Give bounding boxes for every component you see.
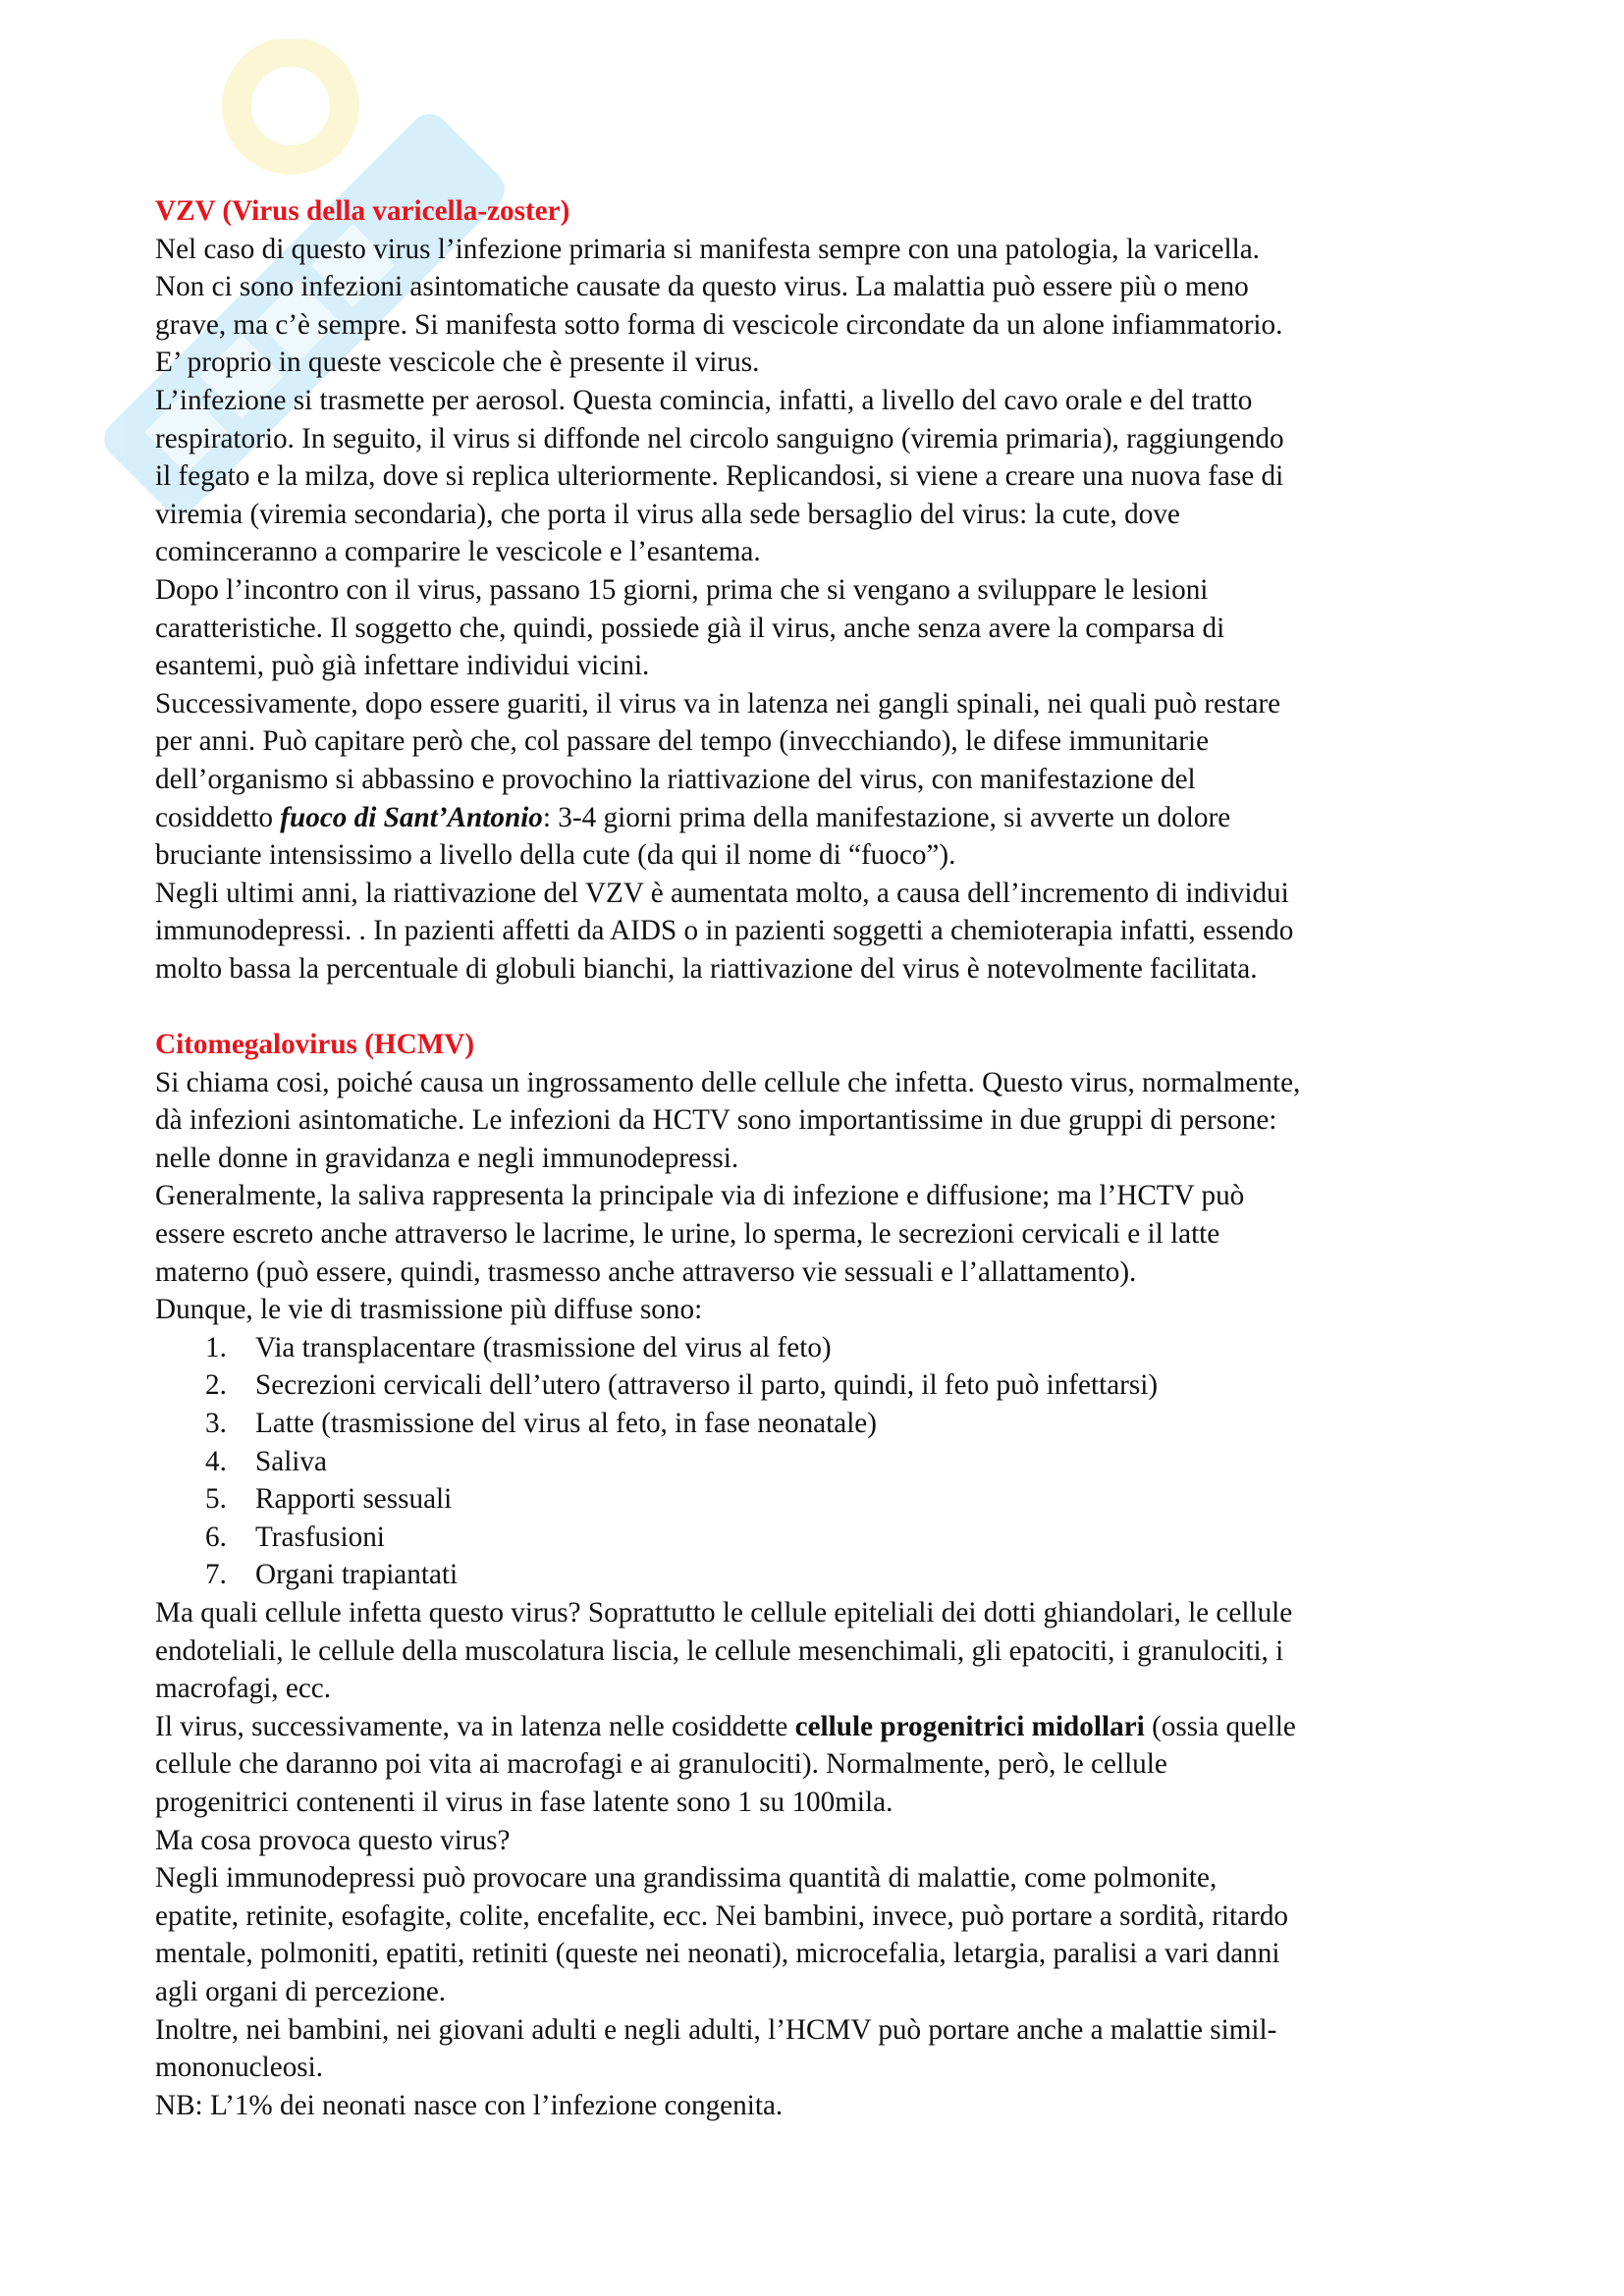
text-line: grave, ma c’è sempre. Si manifesta sotto forma di vescicole circondate da un alone infiammatorio. <box>155 308 1283 341</box>
list-text: Secrezioni cervicali dell’utero (attraverso il parto, quindi, il feto può infettarsi) <box>255 1369 1159 1402</box>
text-line: dà infezioni asintomatiche. Le infezioni da HCTV sono importantissime in due gruppi di persone: <box>155 1104 1277 1137</box>
list-text: Organi trapiantati <box>255 1559 459 1591</box>
text-fragment: Il virus, successivamente, va in latenza nelle cosiddette <box>155 1710 795 1742</box>
list-item <box>155 1519 1490 1557</box>
list-text: Rapporti sessuali <box>255 1483 453 1516</box>
list-number: 4. <box>205 1445 227 1477</box>
text-line: Si chiama cosi, poiché causa un ingrossamento delle cellule che infetta. Questo virus, normalmente, <box>155 1066 1301 1098</box>
hcmv-paragraph-8 <box>155 2011 1490 2087</box>
text-line: dell’organismo si abbassino e provochino la riattivazione del virus, con manifestazione del <box>155 763 1196 795</box>
text-line: Non ci sono infezioni asintomatiche causate da questo virus. La malattia può essere più o meno <box>155 271 1249 303</box>
bold-term: cellule progenitrici midollari <box>794 1710 1145 1742</box>
list-item <box>155 1329 1490 1367</box>
text-line: mentale, polmoniti, epatiti, retiniti (queste nei neonati), microcefalia, letargia, paralisi a vari danni <box>155 1938 1280 1970</box>
text-line: nelle donne in gravidanza e negli immunodepressi. <box>155 1142 739 1174</box>
list-number: 2. <box>205 1369 227 1402</box>
text-line: Negli ultimi anni, la riattivazione del VZV è aumentata molto, a causa dell’incremento di individui <box>155 877 1289 909</box>
text-line: mononucleosi. <box>155 2052 324 2084</box>
text-fragment: (ossia quelle <box>1144 1710 1296 1742</box>
list-item <box>155 1405 1490 1443</box>
document-page <box>155 192 1490 2124</box>
text-line: Ma quali cellule infetta questo virus? Soprattutto le cellule epiteliali dei dotti ghiandolari, le cellule <box>155 1596 1293 1629</box>
vzv-paragraph-5 <box>155 875 1490 988</box>
list-item <box>155 1443 1490 1481</box>
text-line: Inoltre, nei bambini, nei giovani adulti e negli adulti, l’HCMV può portare anche a malattie simil- <box>155 2013 1277 2046</box>
text-line: Successivamente, dopo essere guariti, il virus va in latenza nei gangli spinali, nei quali può restare <box>155 687 1281 720</box>
text-line: progenitrici contenenti il virus in fase latente sono 1 su 100mila. <box>155 1786 893 1818</box>
vzv-title: VZV (Virus della varicella-zoster) <box>155 195 570 227</box>
list-text: Trasfusioni <box>255 1521 385 1553</box>
hcmv-paragraph-3: Dunque, le vie di trasmissione più diffuse sono: <box>155 1294 703 1326</box>
text-line: Nel caso di questo virus l’infezione primaria si manifesta sempre con una patologia, la varicella. <box>155 233 1260 265</box>
list-number: 1. <box>205 1331 227 1363</box>
list-number: 3. <box>205 1408 227 1439</box>
text-line: Dopo l’incontro con il virus, passano 15 giorni, prima che si vengano a sviluppare le lesioni <box>155 573 1209 606</box>
text-line: bruciante intensissimo a livello della cute (da qui il nome di “fuoco”). <box>155 839 956 872</box>
text-line: cominceranno a comparire le vescicole e l’esantema. <box>155 536 761 568</box>
list-text: Latte (trasmissione del virus al feto, in fase neonatale) <box>255 1408 877 1439</box>
hcmv-paragraph-7 <box>155 1859 1490 2010</box>
text-line: endoteliali, le cellule della muscolatura liscia, le cellule mesenchimali, gli epatociti, i granulociti, i <box>155 1634 1284 1667</box>
text-line: molto bassa la percentuale di globuli bianchi, la riattivazione del virus è notevolmente facilitata. <box>155 952 1258 985</box>
text-line: Negli immunodepressi può provocare una grandissima quantità di malattie, come polmonite, <box>155 1862 1218 1895</box>
text-line: respiratorio. In seguito, il virus si diffonde nel circolo sanguigno (viremia primaria), raggiungendo <box>155 422 1284 454</box>
text-line: per anni. Può capitare però che, col passare del tempo (invecchiando), le difese immunitarie <box>155 725 1210 758</box>
text-line: esantemi, può già infettare individui vicini. <box>155 650 650 682</box>
text-line: materno (può essere, quindi, trasmesso anche attraverso vie sessuali e l’allattamento). <box>155 1255 1137 1288</box>
hcmv-paragraph-9: NB: L’1% dei neonati nasce con l’infezione congenita. <box>155 2089 784 2121</box>
text-line: Generalmente, la saliva rappresenta la principale via di infezione e diffusione; ma l’HCTV può <box>155 1180 1245 1212</box>
text-line: L’infezione si trasmette per aerosol. Questa comincia, infatti, a livello del cavo orale e del tratto <box>155 384 1253 416</box>
text-line: il fegato e la milza, dove si replica ulteriormente. Replicandosi, si viene a creare una nuova fase di <box>155 460 1284 493</box>
hcmv-paragraph-2 <box>155 1177 1490 1291</box>
vzv-paragraph-4 <box>155 685 1490 875</box>
vzv-paragraph-3 <box>155 571 1490 685</box>
list-item <box>155 1366 1490 1405</box>
hcmv-paragraph-4 <box>155 1594 1490 1708</box>
text-line: cellule che daranno poi vita ai macrofagi e ai granulociti). Normalmente, però, le cellule <box>155 1748 1167 1781</box>
text-fragment: cosiddetto <box>155 801 281 833</box>
text-line: essere escreto anche attraverso le lacrime, le urine, lo sperma, le secrezioni cervicali e il latte <box>155 1218 1220 1251</box>
vzv-paragraph-1 <box>155 231 1490 382</box>
text-line: macrofagi, ecc. <box>155 1673 332 1705</box>
hcmv-title: Citomegalovirus (HCMV) <box>155 1029 475 1061</box>
hcmv-paragraph-1 <box>155 1064 1490 1178</box>
hcmv-paragraph-6: Ma cosa provoca questo virus? <box>155 1824 511 1856</box>
hcmv-paragraph-5 <box>155 1708 1490 1822</box>
list-text: Saliva <box>255 1445 327 1477</box>
text-line: E’ proprio in queste vescicole che è presente il virus. <box>155 347 760 379</box>
text-line: agli organi di percezione. <box>155 1975 447 2007</box>
vzv-paragraph-2 <box>155 382 1490 571</box>
text-line: immunodepressi. . In pazienti affetti da AIDS o in pazienti soggetti a chemioterapia infatti, essendo <box>155 915 1294 947</box>
text-line: epatite, retinite, esofagite, colite, encefalite, ecc. Nei bambini, invece, può portare a sordità, ritardo <box>155 1899 1289 1932</box>
list-number: 6. <box>205 1521 227 1553</box>
text-fragment: : 3-4 giorni prima della manifestazione, si avverte un dolore <box>542 801 1231 833</box>
list-item <box>155 1556 1490 1594</box>
list-number: 5. <box>205 1483 227 1516</box>
list-item <box>155 1480 1490 1519</box>
transmission-list <box>155 1329 1490 1594</box>
list-number: 7. <box>205 1559 227 1591</box>
section-spacer <box>155 988 1490 1026</box>
emphasis-term: fuoco di Sant’Antonio <box>280 801 543 833</box>
text-line: caratteristiche. Il soggetto che, quindi, possiede già il virus, anche senza avere la comparsa di <box>155 612 1225 644</box>
list-text: Via transplacentare (trasmissione del virus al feto) <box>255 1331 832 1363</box>
text-line: viremia (viremia secondaria), che porta il virus alla sede bersaglio del virus: la cute, dove <box>155 498 1180 530</box>
